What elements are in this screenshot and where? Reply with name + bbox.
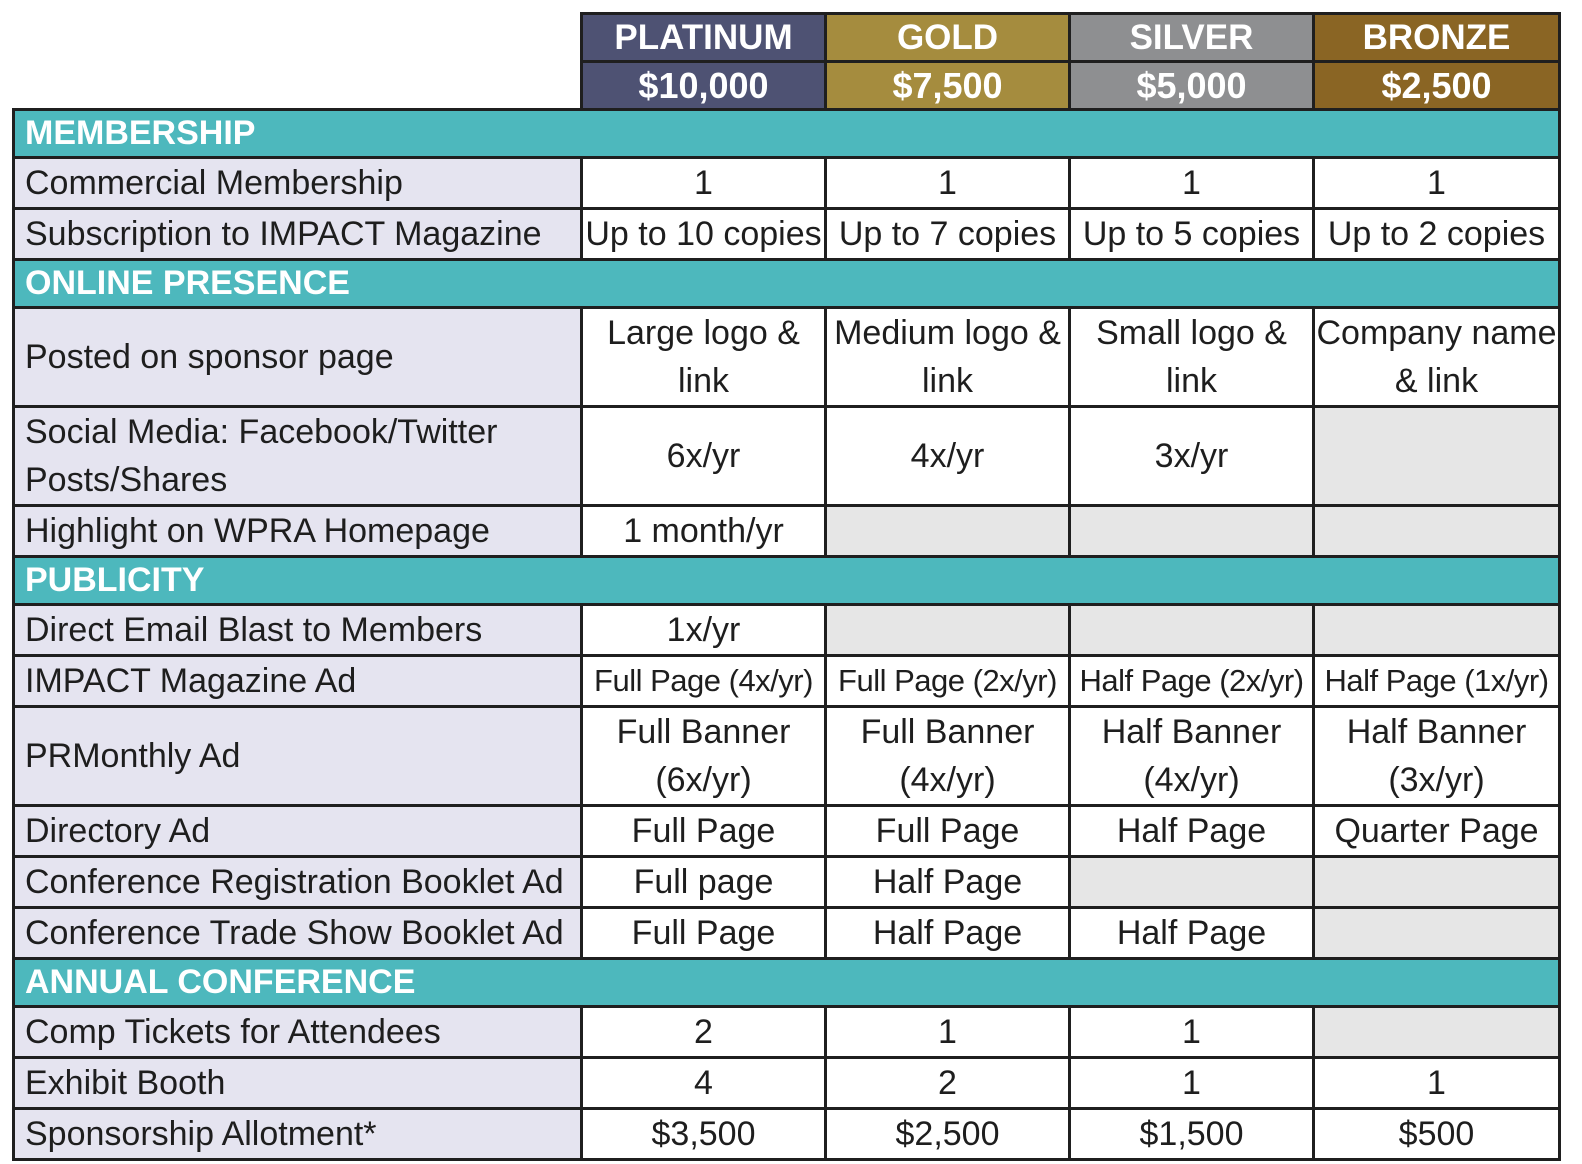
cell-platinum: Up to 10 copies (582, 209, 826, 260)
table-row (14, 656, 1560, 707)
corner-blank (14, 62, 582, 110)
cell-silver: 1 (1070, 158, 1314, 209)
tier-price-row (14, 62, 1560, 110)
cell-bronze (1314, 605, 1560, 656)
table-row (14, 707, 1560, 806)
cell-bronze: Up to 2 copies (1314, 209, 1560, 260)
cell-gold: Full Banner (4x/yr) (826, 707, 1070, 806)
cell-bronze (1314, 857, 1560, 908)
cell-platinum: $3,500 (582, 1109, 826, 1160)
cell-gold: Up to 7 copies (826, 209, 1070, 260)
tier-bronze-name: BRONZE (1314, 14, 1560, 62)
cell-platinum: Full Page (4x/yr) (582, 656, 826, 707)
cell-gold: 1 (826, 1007, 1070, 1058)
row-label: Exhibit Booth (14, 1058, 582, 1109)
row-label: Directory Ad (14, 806, 582, 857)
row-label: IMPACT Magazine Ad (14, 656, 582, 707)
section-title: ONLINE PRESENCE (14, 260, 1560, 308)
section-publicity (14, 557, 1560, 605)
row-label: Sponsorship Allotment* (14, 1109, 582, 1160)
tier-gold-name: GOLD (826, 14, 1070, 62)
cell-silver: 1 (1070, 1058, 1314, 1109)
cell-gold: Full Page (826, 806, 1070, 857)
table-row (14, 1007, 1560, 1058)
table-row (14, 1109, 1560, 1160)
row-label: Conference Registration Booklet Ad (14, 857, 582, 908)
tier-gold-price: $7,500 (826, 62, 1070, 110)
table-row (14, 506, 1560, 557)
cell-bronze: 1 (1314, 158, 1560, 209)
cell-silver: 1 (1070, 1007, 1314, 1058)
cell-bronze (1314, 407, 1560, 506)
cell-silver: $1,500 (1070, 1109, 1314, 1160)
cell-bronze (1314, 908, 1560, 959)
cell-gold: 4x/yr (826, 407, 1070, 506)
cell-gold (826, 605, 1070, 656)
cell-silver: Small logo & link (1070, 308, 1314, 407)
cell-gold: 2 (826, 1058, 1070, 1109)
row-label: Subscription to IMPACT Magazine (14, 209, 582, 260)
cell-silver (1070, 506, 1314, 557)
cell-gold: Half Page (826, 908, 1070, 959)
cell-gold: Full Page (2x/yr) (826, 656, 1070, 707)
cell-platinum: Full Page (582, 908, 826, 959)
cell-silver: Half Banner (4x/yr) (1070, 707, 1314, 806)
cell-silver: Half Page (1070, 806, 1314, 857)
cell-silver (1070, 605, 1314, 656)
cell-silver: Half Page (2x/yr) (1070, 656, 1314, 707)
cell-gold (826, 506, 1070, 557)
cell-silver (1070, 857, 1314, 908)
corner-blank (14, 14, 582, 62)
cell-bronze: Half Page (1x/yr) (1314, 656, 1560, 707)
table-row (14, 308, 1560, 407)
row-label: Social Media: Facebook/Twitter Posts/Shares (14, 407, 582, 506)
cell-silver: Half Page (1070, 908, 1314, 959)
row-label: Highlight on WPRA Homepage (14, 506, 582, 557)
section-title: MEMBERSHIP (14, 110, 1560, 158)
table-row (14, 908, 1560, 959)
table-row (14, 605, 1560, 656)
cell-platinum: Full page (582, 857, 826, 908)
cell-gold: Half Page (826, 857, 1070, 908)
cell-gold: Medium logo & link (826, 308, 1070, 407)
row-label: Direct Email Blast to Members (14, 605, 582, 656)
table-row (14, 806, 1560, 857)
section-title: ANNUAL CONFERENCE (14, 959, 1560, 1007)
cell-platinum: 2 (582, 1007, 826, 1058)
cell-bronze: 1 (1314, 1058, 1560, 1109)
cell-platinum: 6x/yr (582, 407, 826, 506)
section-online-presence (14, 260, 1560, 308)
tier-silver-price: $5,000 (1070, 62, 1314, 110)
row-label: Commercial Membership (14, 158, 582, 209)
cell-platinum: Full Page (582, 806, 826, 857)
row-label: Comp Tickets for Attendees (14, 1007, 582, 1058)
cell-platinum: Large logo & link (582, 308, 826, 407)
table-row (14, 1058, 1560, 1109)
table-row (14, 209, 1560, 260)
cell-silver: Up to 5 copies (1070, 209, 1314, 260)
table-row (14, 158, 1560, 209)
cell-platinum: 1 month/yr (582, 506, 826, 557)
tier-silver-name: SILVER (1070, 14, 1314, 62)
tier-bronze-price: $2,500 (1314, 62, 1560, 110)
tier-platinum-name: PLATINUM (582, 14, 826, 62)
row-label: Posted on sponsor page (14, 308, 582, 407)
section-annual-conference (14, 959, 1560, 1007)
cell-platinum: 1x/yr (582, 605, 826, 656)
cell-platinum: 4 (582, 1058, 826, 1109)
cell-silver: 3x/yr (1070, 407, 1314, 506)
section-title: PUBLICITY (14, 557, 1560, 605)
cell-bronze (1314, 1007, 1560, 1058)
cell-gold: 1 (826, 158, 1070, 209)
table-row (14, 857, 1560, 908)
cell-bronze (1314, 506, 1560, 557)
row-label: Conference Trade Show Booklet Ad (14, 908, 582, 959)
cell-bronze: Company name & link (1314, 308, 1560, 407)
table-row (14, 407, 1560, 506)
sponsorship-table (12, 12, 1561, 1161)
cell-gold: $2,500 (826, 1109, 1070, 1160)
cell-bronze: Quarter Page (1314, 806, 1560, 857)
cell-platinum: Full Banner (6x/yr) (582, 707, 826, 806)
section-membership (14, 110, 1560, 158)
cell-platinum: 1 (582, 158, 826, 209)
row-label: PRMonthly Ad (14, 707, 582, 806)
cell-bronze: Half Banner (3x/yr) (1314, 707, 1560, 806)
tier-name-row (14, 14, 1560, 62)
cell-bronze: $500 (1314, 1109, 1560, 1160)
tier-platinum-price: $10,000 (582, 62, 826, 110)
